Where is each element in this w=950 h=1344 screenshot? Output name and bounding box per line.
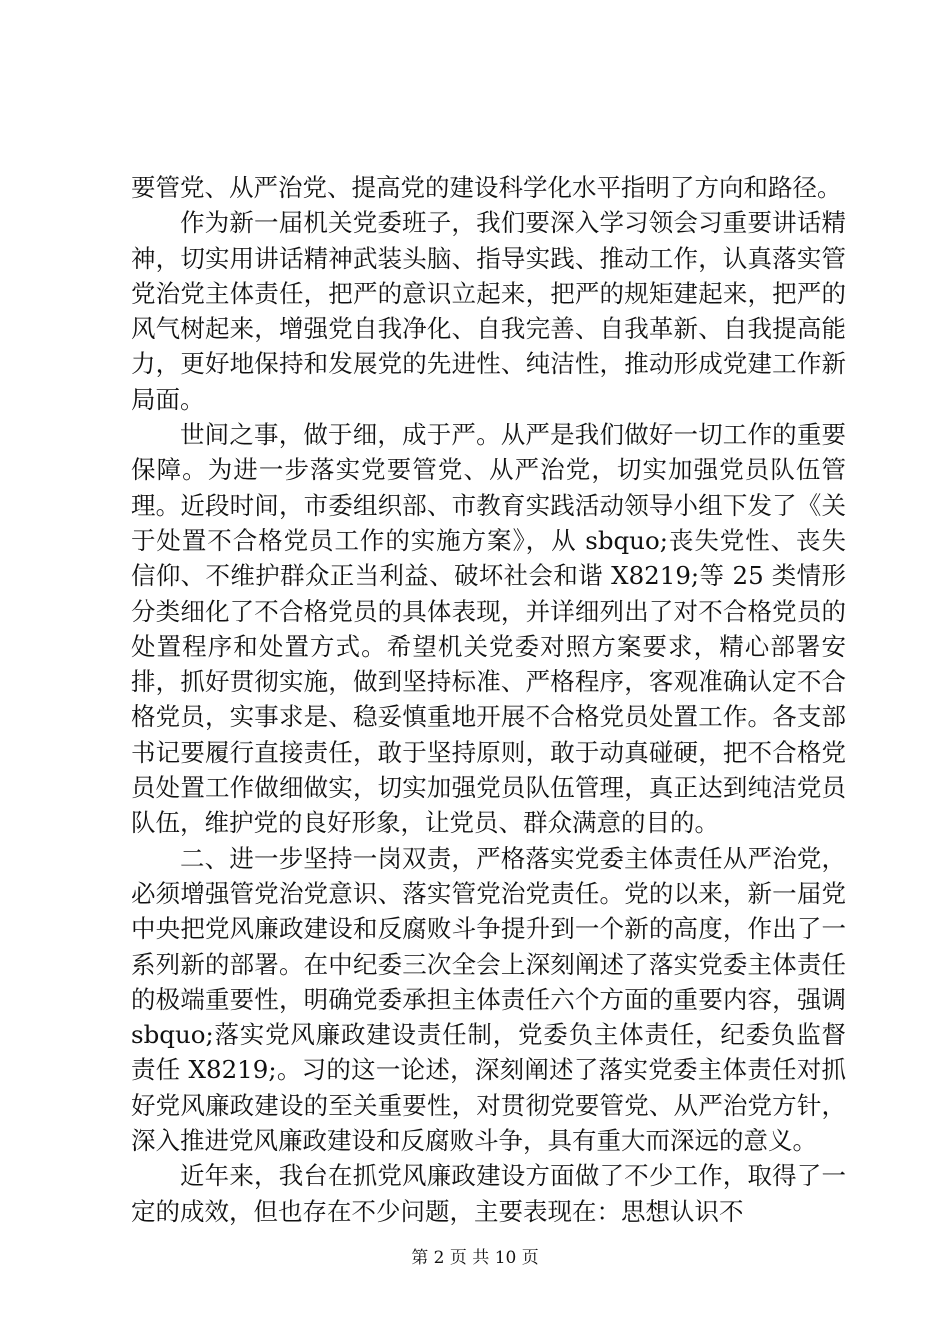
paragraph-5: 近年来，我台在抓党风廉政建设方面做了不少工作，取得了一定的成效，但也存在不少问题，主要表现在：思想认识不 xyxy=(131,1161,846,1226)
document-body xyxy=(131,170,846,1229)
paragraph-2: 作为新一届机关党委班子，我们要深入学习领会习重要讲话精神，切实用讲话精神武装头脑、指导实践、推动工作，认真落实管党治党主体责任，把严的意识立起来，把严的规矩建起来，把严的风气树起来，增强党自我净化、自我完善、自我革新、自我提高能力，更好地保持和发展党的先进性、纯洁性，推动形成党建工作新局面。 xyxy=(131,208,846,414)
page-number-footer: 第 2 页 共 10 页 xyxy=(411,1248,539,1268)
paragraph-1: 要管党、从严治党、提高党的建设科学化水平指明了方向和路径。 xyxy=(131,173,842,202)
paragraph-3: 世间之事，做于细，成于严。从严是我们做好一切工作的重要保障。为进一步落实党要管党、从严治党，切实加强党员队伍管理。近段时间，市委组织部、市教育实践活动领导小组下发了《关于处置不合格党员工作的实施方案》，从 sbquo;丧失党性、丧失信仰、不维护群众正当利益、破坏社会和谐 X8219;等 25 类情形分类细化了不合格党员的具体表现，并详细列出了对不合格党员的处置程序和处置方式。希望机关党委对照方案要求，精心部署安排，抓好贯彻实施，做到坚持标准、严格程序，客观准确认定不合格党员，实事求是、稳妥慎重地开展不合格党员处置工作。各支部书记要履行直接责任，敢于坚持原则，敢于动真碰硬，把不合格党员处置工作做细做实，切实加强党员队伍管理，真正达到纯洁党员队伍，维护党的良好形象，让党员、群众满意的目的。 xyxy=(131,420,846,838)
paragraph-4: 二、进一步坚持一岗双责，严格落实党委主体责任从严治党，必须增强管党治党意识、落实管党治党责任。党的以来，新一届党中央把党风廉政建设和反腐败斗争提升到一个新的高度，作出了一系列新的部署。在中纪委三次全会上深刻阐述了落实党委主体责任的极端重要性，明确党委承担主体责任六个方面的重要内容，强调 sbquo;落实党风廉政建设责任制，党委负主体责任，纪委负监督责任 X8219;。习的这一论述，深刻阐述了落实党委主体责任对抓好党风廉政建设的至关重要性，对贯彻党要管党、从严治党方针，深入推进党风廉政建设和反腐败斗争，具有重大而深远的意义。 xyxy=(131,843,846,1156)
